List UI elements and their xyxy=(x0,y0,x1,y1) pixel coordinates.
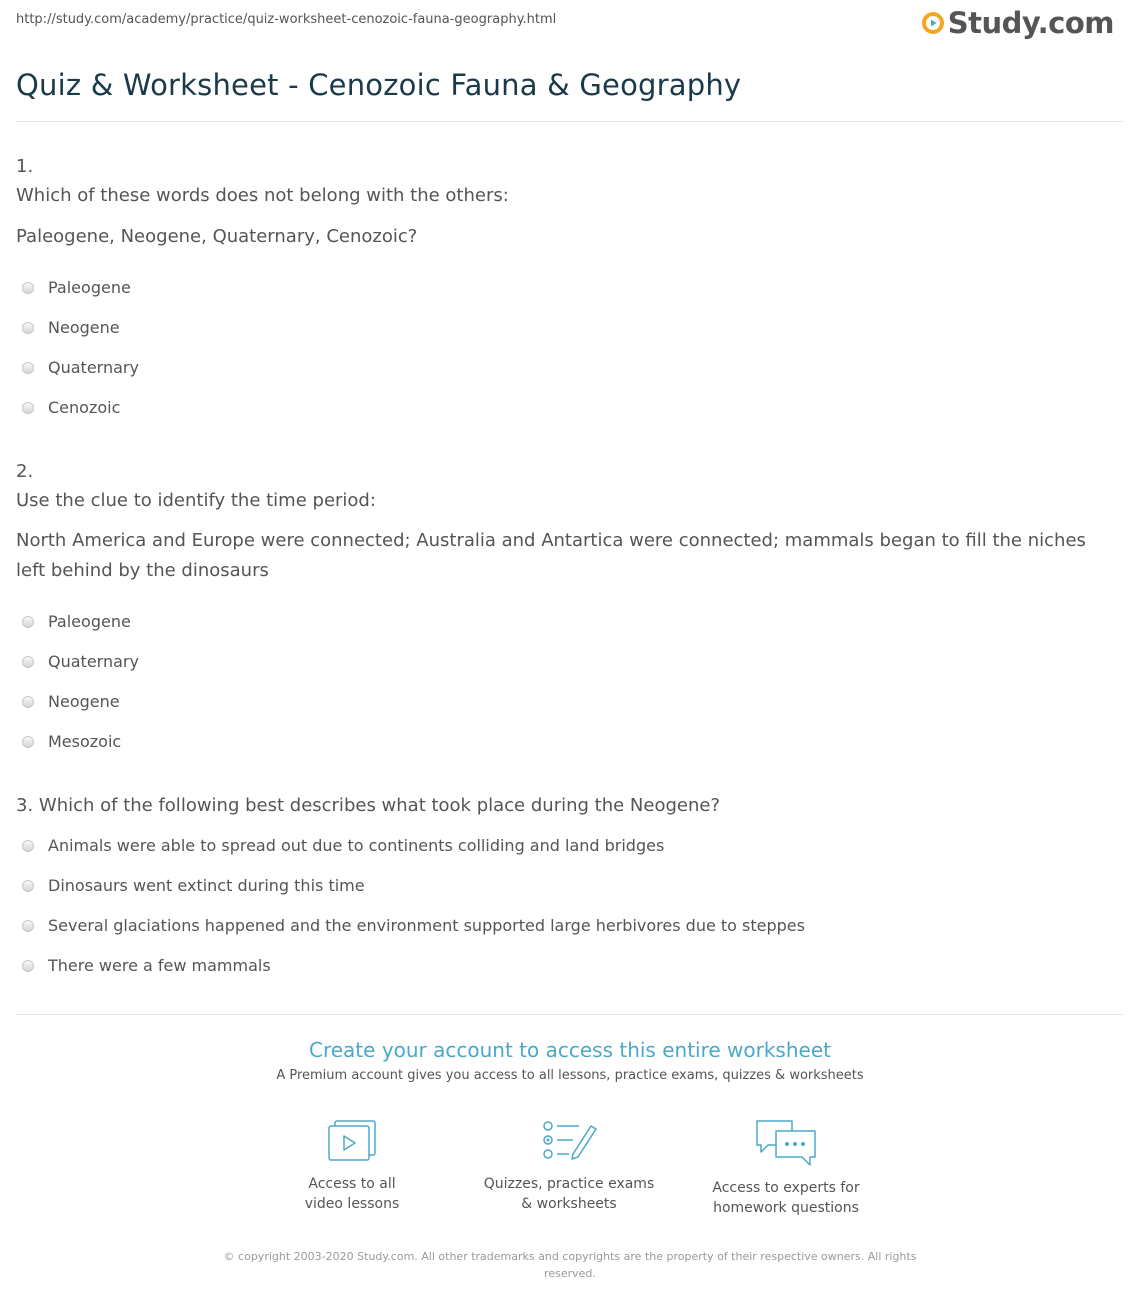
question-2-option-4[interactable] xyxy=(22,732,121,751)
page-title: Quiz & Worksheet - Cenozoic Fauna & Geography xyxy=(16,68,742,102)
radio-button[interactable] xyxy=(22,696,34,708)
page-url: http://study.com/academy/practice/quiz-worksheet-cenozoic-fauna-geography.html xyxy=(16,12,557,27)
option-label: Neogene xyxy=(48,692,120,711)
radio-button[interactable] xyxy=(22,616,34,628)
option-label: There were a few mammals xyxy=(48,956,271,975)
question-2-option-3[interactable] xyxy=(22,692,120,711)
question-3-option-2[interactable] xyxy=(22,876,365,895)
option-label: Cenozoic xyxy=(48,398,121,417)
radio-button[interactable] xyxy=(22,920,34,932)
question-1-option-2[interactable] xyxy=(22,318,120,337)
feature-experts xyxy=(686,1118,886,1218)
option-label: Quaternary xyxy=(48,358,139,377)
feature-label-line2: homework questions xyxy=(713,1200,859,1216)
video-lessons-icon xyxy=(325,1118,379,1164)
question-2-prompt: Use the clue to identify the time period: xyxy=(16,490,376,511)
question-3-option-1[interactable] xyxy=(22,836,664,855)
question-1-option-3[interactable] xyxy=(22,358,139,377)
option-label: Mesozoic xyxy=(48,732,122,751)
question-3-option-3[interactable] xyxy=(22,916,805,935)
question-1-number: 1. xyxy=(16,156,34,177)
radio-button[interactable] xyxy=(22,960,34,972)
option-label: Neogene xyxy=(48,318,120,337)
question-1-detail: Paleogene, Neogene, Quaternary, Cenozoic? xyxy=(16,226,418,247)
option-label: Paleogene xyxy=(48,612,131,631)
option-label: Dinosaurs went extinct during this time xyxy=(48,876,365,895)
option-label: Quaternary xyxy=(48,652,139,671)
feature-quizzes xyxy=(469,1118,669,1214)
feature-label-line1: Access to experts for xyxy=(712,1180,860,1196)
question-2-number: 2. xyxy=(16,461,34,482)
divider xyxy=(16,121,1124,122)
option-label: Animals were able to spread out due to continents colliding and land bridges xyxy=(48,836,665,855)
option-label: Several glaciations happened and the environment supported large herbivores due to steppes xyxy=(48,916,805,935)
radio-button[interactable] xyxy=(22,880,34,892)
feature-label-line2: & worksheets xyxy=(521,1196,617,1212)
play-circle-icon xyxy=(921,11,945,35)
question-1-option-1[interactable] xyxy=(22,278,131,297)
copyright-notice: © copyright 2003-2020 Study.com. All other trademarks and copyrights are the property of their respective owners. All rights reserved. xyxy=(223,1250,917,1280)
question-3-option-4[interactable] xyxy=(22,956,271,975)
radio-button[interactable] xyxy=(22,736,34,748)
feature-label-line1: Quizzes, practice exams xyxy=(483,1176,655,1192)
radio-button[interactable] xyxy=(22,322,34,334)
quiz-checklist-icon xyxy=(539,1118,599,1164)
radio-button[interactable] xyxy=(22,656,34,668)
radio-button[interactable] xyxy=(22,282,34,294)
study-logo[interactable] xyxy=(921,6,1114,40)
feature-label-line1: Access to all xyxy=(308,1176,396,1192)
cta-subtitle: A Premium account gives you access to all lessons, practice exams, quizzes & worksheets xyxy=(276,1068,864,1083)
question-2-option-2[interactable] xyxy=(22,652,139,671)
question-3-prompt: 3. Which of the following best describes what took place during the Neogene? xyxy=(16,795,720,816)
feature-label-line2: video lessons xyxy=(304,1196,400,1212)
question-1-prompt: Which of these words does not belong with the others: xyxy=(16,185,509,206)
question-2-option-1[interactable] xyxy=(22,612,131,631)
divider xyxy=(16,1014,1124,1015)
question-2-detail: North America and Europe were connected; Australia and Antartica were connected; mammals began to fill the niches left behind by the dinosaurs xyxy=(16,530,1086,581)
option-label: Paleogene xyxy=(48,278,131,297)
radio-button[interactable] xyxy=(22,840,34,852)
radio-button[interactable] xyxy=(22,362,34,374)
question-1-option-4[interactable] xyxy=(22,398,120,417)
feature-video-lessons xyxy=(252,1118,452,1214)
chat-experts-icon xyxy=(754,1118,818,1168)
radio-button[interactable] xyxy=(22,402,34,414)
logo-text: Study.com xyxy=(947,6,1114,40)
create-account-link[interactable]: Create your account to access this entire worksheet xyxy=(309,1038,831,1062)
